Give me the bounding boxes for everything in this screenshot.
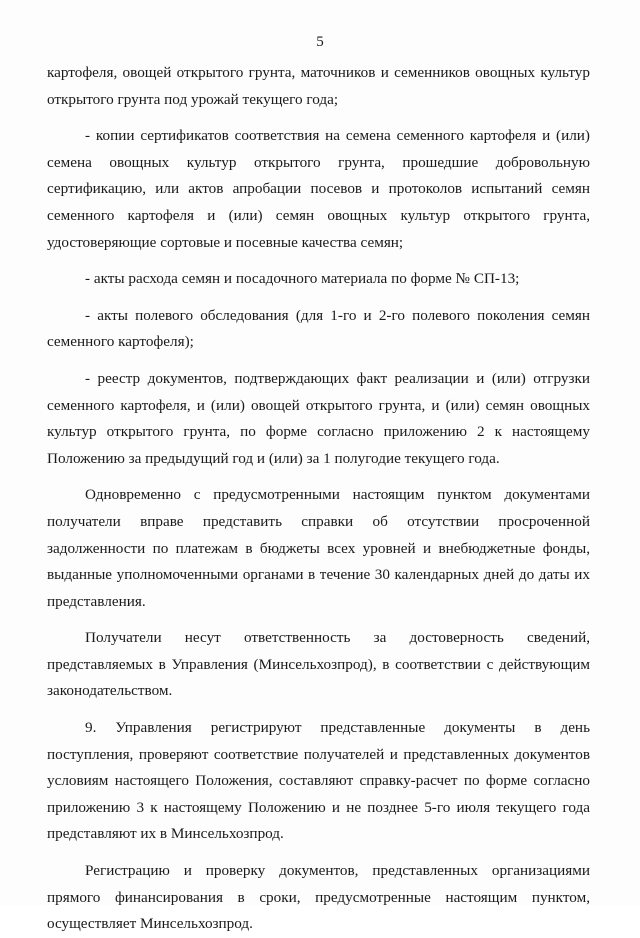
text-line: - акты полевого обследования (для 1-го и 2-го полевого поколения семян [85, 306, 590, 324]
text-line: Одновременно с предусмотренными настоящим пунктом документами [85, 486, 590, 504]
text-line: Получатели несут ответственность за достоверность сведений, [85, 629, 590, 647]
text-line: картофеля, овощей открытого грунта, маточников и семенников овощных культур [47, 64, 590, 81]
text-line: осуществляет Минсельхозпрод. [47, 915, 253, 933]
text-line: законодательством. [47, 682, 173, 700]
text-line: удостоверяющие сортовые и посевные качества семян; [47, 233, 404, 251]
text-line: Положению за предыдущий год и (или) за 1 полугодие текущего года. [47, 449, 500, 467]
text-line: - копии сертификатов соответствия на семена семенного картофеля и (или) [85, 127, 590, 145]
text-line: семена овощных культур открытого грунта, прошедшие добровольную [47, 153, 590, 171]
text-line: приложению 3 к настоящему Положению и не позднее 5-го июля текущего года [47, 798, 590, 816]
text-line: представляемых в Управления (Минсельхозпрод), в соответствии с действующим [47, 655, 590, 673]
text-line: представляют их в Минсельхозпрод. [47, 825, 284, 843]
page-number: 5 [316, 34, 324, 50]
text-line: - реестр документов, подтверждающих факт реализации и (или) отгрузки [85, 369, 590, 387]
text-line: поступления, проверяют соответствие получателей и представленных документов [47, 745, 590, 763]
text-line: прямого финансирования в сроки, предусмотренные настоящим пунктом, [47, 888, 590, 906]
text-line: открытого грунта под урожай текущего года; [47, 90, 339, 108]
text-line: культур открытого грунта, по форме согласно приложению 2 к настоящему [47, 423, 590, 441]
text-line: семенного картофеля); [47, 333, 194, 351]
text-line: получатели вправе представить справки об отсутствии просроченной [47, 512, 590, 530]
text-line: условиям настоящего Положения, составляют справку-расчет по форме согласно [47, 772, 590, 790]
text-line: задолженности по платежам в бюджеты всех уровней и внебюджетные фонды, [47, 539, 590, 557]
text-line: - акты расхода семян и посадочного материала по форме № СП-13; [85, 270, 520, 288]
text-line: 9. Управления регистрируют представленные документы в день [85, 719, 590, 737]
text-line: выданные уполномоченными органами в течение 30 календарных дней до даты их [47, 566, 590, 584]
text-line: Регистрацию и проверку документов, представленных организациями [85, 862, 590, 880]
document-body [47, 60, 590, 938]
text-line: сертификацию, или актов апробации посевов и протоколов испытаний семян [47, 180, 590, 198]
text-line: семенного картофеля, и (или) овощей открытого грунта, и (или) семян овощных [47, 396, 590, 414]
text-line: представления. [47, 592, 146, 610]
text-line: семенного картофеля и (или) семян овощных культур открытого грунта, [47, 206, 590, 224]
